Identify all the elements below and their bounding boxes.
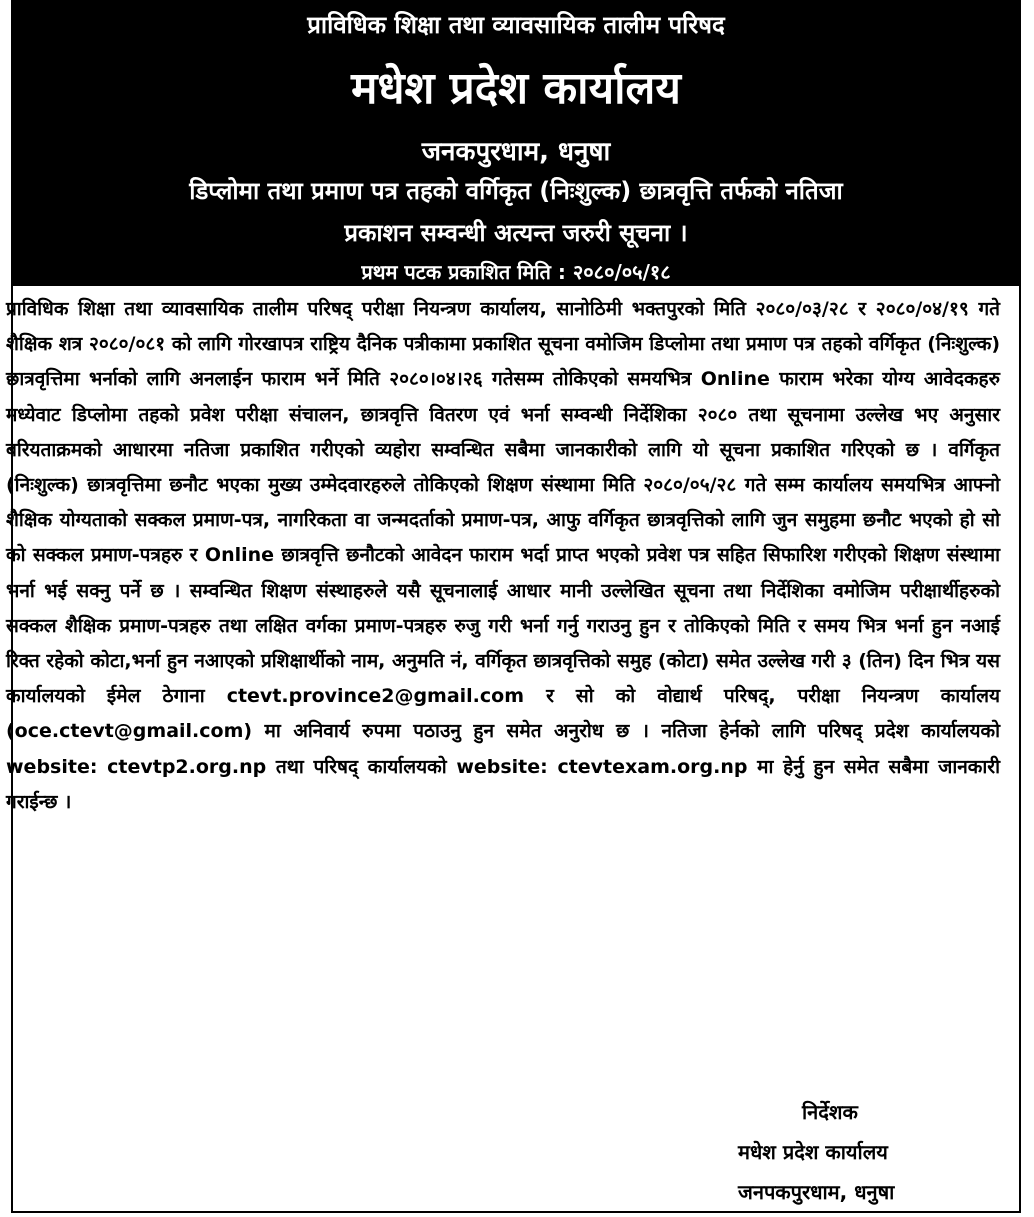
notice-body-paragraph: प्राविधिक शिक्षा तथा व्यावसायिक तालीम परिषद् परीक्षा नियन्त्रण कार्यालय, सानोठिमी भक्तपुरको मिति २०८०/०३/२८ र २०८०/०४/१९ गते शैक्षिक शत्र २०८०/०८१ को लागि गोरखापत्र राष्ट्रिय दैनिक पत्रीकामा प्रकाशित सूचना वमोजिम डिप्लोमा तथा प्रमाण पत्र तहको वर्गिकृत (निःशुल्क) छात्रवृत्तिमा भर्नाको लागि अनलाईन फाराम भर्ने मिति २०८०।०४।२६ गतेसम्म तोकिएको समयभित्र Online फाराम भरेका योग्य आवेदकहरु मध्येवाट डिप्लोमा तहको प्रवेश परीक्षा संचालन, छात्रवृत्ति वितरण एवं भर्ना सम्वन्धी निर्देशिका २०८० तथा सूचनामा उल्लेख भए अनुसार बरियताक्रमको आधारमा नतिजा प्रकाशित गरीएको व्यहोरा सम्वन्धित सबैमा जानकारीको लागि यो सूचना प्रकाशित गरिएको छ । वर्गिकृत (निःशुल्क) छात्रवृत्तिमा छनौट भएका मुख्य उम्मेदवारहरुले तोकिएको शिक्षण संस्थामा मिति २०८०/०५/२८ गते सम्म कार्यालय समयभित्र आफ्नो शैक्षिक योग्यताको सक्कल प्रमाण-पत्र, नागरिकता वा जन्मदर्ताको प्रमाण-पत्र, आफु वर्गिकृत छात्रवृत्तिको लागि जुन समुहमा छनौट भएको हो सो को सक्कल प्रमाण-पत्रहरु र Online छात्रवृत्ति छनौटको आवेदन फाराम भर्दा प्राप्त भएको प्रवेश पत्र सहित सिफारिश गरीएको शिक्षण संस्थामा भर्ना भई सक्नु पर्ने छ । सम्वन्धित शिक्षण संस्थाहरुले यसै सूचनालाई आधार मानी उल्लेखित सूचना तथा निर्देशिका वमोजिम परीक्षार्थीहरुको सक्कल शैक्षिक प्रमाण-पत्रहरु तथा लक्षित वर्गका प्रमाण-पत्रहरु रुजु गरी भर्ना गर्नु गराउनु हुन र तोकिएको मिति र समय भित्र भर्ना हुन नआई रिक्त रहेको कोटा,भर्ना हुन नआएको प्रशिक्षार्थीको नाम, अनुमति नं, वर्गिकृत छात्रवृत्तिको समुह (कोटा) समेत उल्लेख गरी ३ (तिन) दिन भित्र यस कार्यालयको ईमेल ठेगाना ctevt.province2@gmail.com र सो को वोद्यार्थ परिषद्, परीक्षा नियन्त्रण कार्यालय (oce.ctevt@gmail.com) मा अनिवार्य रुपमा पठाउनु हुन समेत अनुरोध छ । नतिजा हेर्नको लागि परिषद् प्रदेश कार्यालयको website: ctevtp2.org.np तथा परिषद् कार्यालयको website: ctevtexam.org.np मा हेर्नु हुन समेत सबैमा जानकारी गराईन्छ ।	[6, 298, 1000, 813]
council-name: प्राविधिक शिक्षा तथा व्यावसायिक तालीम परिषद	[307, 11, 725, 39]
office-location: जनकपुरधाम, धनुषा	[421, 137, 611, 167]
published-date: प्रथम पटक प्रकाशित मिति : २०८०/०५/१८	[361, 260, 671, 284]
signature-title: निर्देशक	[802, 1100, 858, 1124]
signature-office: मधेश प्रदेश कार्यालय	[738, 1140, 888, 1164]
notice-header	[13, 2, 1019, 286]
notice-title-line-2: प्रकाशन सम्वन्धी अत्यन्त जरुरी सूचना ।	[344, 219, 688, 247]
office-name: मधेश प्रदेश कार्यालय	[351, 63, 681, 114]
notice-title-line-1: डिप्लोमा तथा प्रमाण पत्र तहको वर्गिकृत (निःशुल्क) छात्रवृत्ति तर्फको नतिजा	[189, 177, 843, 205]
notice-body	[6, 292, 1000, 820]
signature-place: जनपकपुरधाम, धनुषा	[738, 1180, 895, 1204]
